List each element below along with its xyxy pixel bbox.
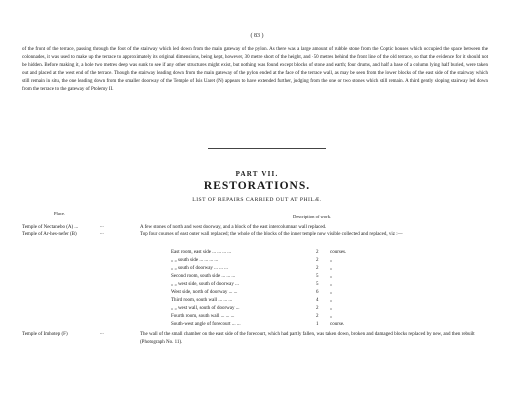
entry-description: Top four courses of east outer wall replaced; the whole of the blocks of the inner temple now visible collected and replaced, viz :— [140, 232, 403, 237]
part-heading: PART VII. [235, 170, 279, 178]
sub-row-unit: „ [330, 282, 333, 287]
sub-row-label: „ „ south of doorway ... ... ... [171, 266, 228, 271]
list-title: LIST OF REPAIRS CARRIED OUT AT PHILÆ. [192, 197, 322, 203]
entry-leader-dots: ... [100, 224, 104, 229]
sub-row-label: Second room, south side ... ... ... [171, 274, 236, 279]
sub-row-count: 1 [316, 322, 319, 327]
sub-row-unit: „ [330, 306, 333, 311]
sub-row-unit: „ [330, 314, 333, 319]
sub-row-count: 4 [316, 298, 319, 303]
sub-row-count: 5 [316, 282, 319, 287]
sub-row-label: „ „ west wall, south of doorway ... [171, 306, 240, 311]
sub-row-count: 2 [316, 306, 319, 311]
entry-place: Temple of Ar-hes-nefer (B) [22, 232, 77, 237]
sub-row-unit: „ [330, 258, 333, 263]
sub-row-count: 6 [316, 290, 319, 295]
sub-row-unit: „ [330, 274, 333, 279]
entry-leader-dots: ... [100, 331, 104, 336]
sub-row-count: 2 [316, 314, 319, 319]
sub-row-unit: „ [330, 290, 333, 295]
entry-place: Temple of Nectanebo (A) ... [22, 225, 79, 230]
sub-row-unit: courses. [330, 250, 347, 255]
column-header-description: Description of work. [293, 214, 332, 219]
sub-row-label: Fourth room, south wall ... ... ... [171, 314, 235, 319]
sub-row-count: 5 [316, 274, 319, 279]
entry-description: A few stones of north and west doorway, and a block of the east intercolumnar wall replaced. [140, 225, 327, 230]
sub-row-label: East room, east side ... ... ... ... [171, 250, 231, 255]
body-paragraph: of the front of the terrace, passing through the foot of the stairway which led down from the main gateway of the pylon. As there was a large amount of rubble stone from the Coptic houses which occupied the space between the colonnades, it was used to make up the terrace to approximately its original dimensions, being kept, however, 30 metre short of the height, and ·50 metres behind the front line of the old terrace, so that the evidence for it should not be hidden. Before making it, a hole two metres deep was sunk to see if any other structures might exist, but nothing was found except blocks of stone and earth; four drums, and half a base of a column lying half buried, were taken out and placed at the west end of the terrace. Though the stairway leading down from the main gateway of the pylon ended at the face of the terrace wall, as may be seen from the lower blocks of the east side of the stairway which still remain in situ, the one leading down from the smaller doorway of the Temple of Isis Uaret (N) appears to have extended further, judging from the one or two stones which still remain. A third gently sloping stairway led down from the terrace to the gateway of Ptolemy II. [22, 47, 488, 92]
sub-row-count: 2 [316, 266, 319, 271]
sub-row-label: South-west angle of forecourt ... ... [171, 322, 241, 327]
sub-row-label: „ „ west side, south of doorway ... [171, 282, 239, 287]
column-header-place: Place. [54, 211, 66, 216]
sub-row-count: 2 [316, 258, 319, 263]
entry-place: Temple of Imhotep (F) [22, 332, 68, 337]
section-divider [208, 148, 326, 149]
section-title: RESTORATIONS. [203, 180, 311, 192]
sub-row-unit: course. [330, 322, 345, 327]
sub-row-label: West side, north of doorway ... ... [171, 290, 238, 295]
page-number: ( 83 ) [250, 33, 264, 39]
sub-row-count: 2 [316, 250, 319, 255]
entry-leader-dots: ... [100, 231, 104, 236]
sub-row-label: „ „ south side ... ... ... ... [171, 258, 219, 263]
sub-row-unit: „ [330, 266, 333, 271]
entry-description: The wall of the small chamber on the east side of the forecourt, which had partly fallen, was taken down, broken and damaged blocks replaced by new, and then rebuilt (Photograph No. 11). [140, 332, 475, 345]
sub-row-unit: „ [330, 298, 333, 303]
sub-row-label: Third room, south wall ... ... ... [171, 298, 233, 303]
